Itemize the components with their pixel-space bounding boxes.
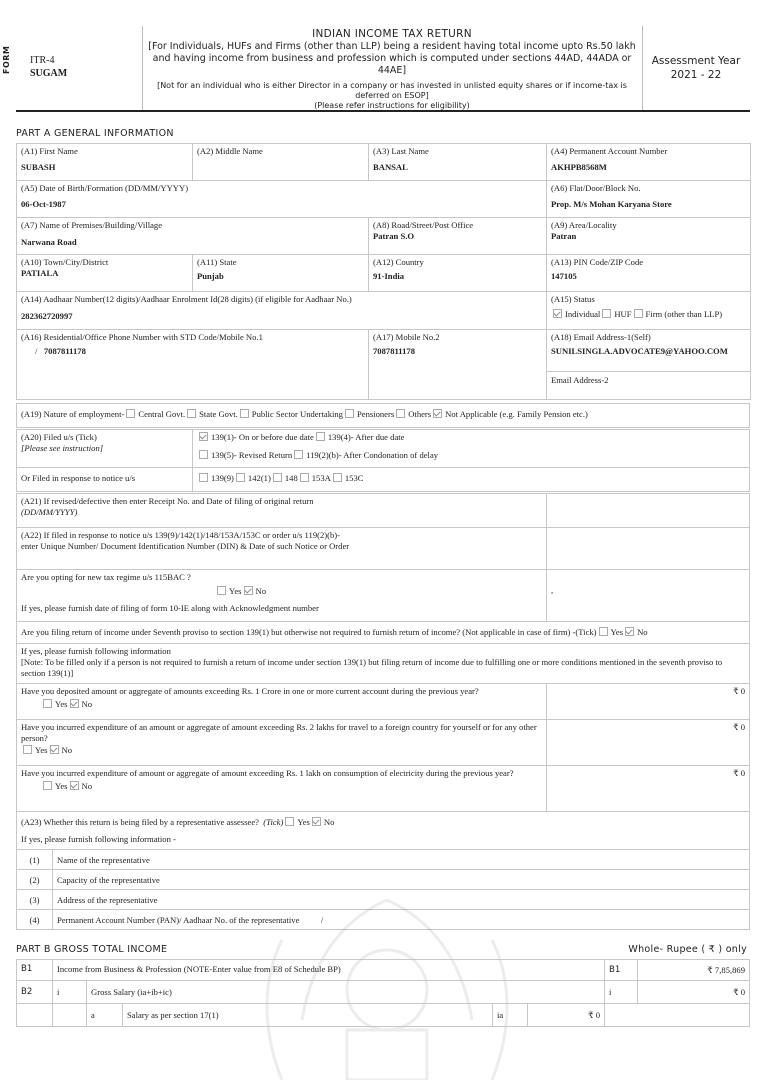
notice-label-cell xyxy=(17,468,193,492)
first-name-label: (A1) First Name xyxy=(21,146,78,156)
representative-question: (A23) Whether this return is being filed by a representative assessee? xyxy=(21,817,259,827)
dob-value[interactable]: 06-Oct-1987 xyxy=(21,199,66,209)
rep-num-2: (2) xyxy=(17,870,53,890)
pensioners-label: Pensioners xyxy=(356,409,395,419)
central-govt-label: Central Govt. xyxy=(138,409,186,419)
first-name-value[interactable]: SUBASH xyxy=(21,162,56,172)
filed-under-table xyxy=(16,429,750,492)
rep-capacity-label: Capacity of the representative xyxy=(53,870,750,890)
representative-tick: (Tick) xyxy=(263,817,284,827)
flat-value[interactable]: Prop. M/s Mohan Karyana Store xyxy=(551,199,672,209)
aadhaar-value[interactable]: 282362720997 xyxy=(21,311,73,321)
notice-139-9-checkbox[interactable] xyxy=(199,473,208,482)
a21-value-cell[interactable] xyxy=(547,494,750,528)
sec-139-1-label: 139(1)- On or before due date xyxy=(211,432,314,442)
deposit-no-label: No xyxy=(81,699,93,709)
seventh-no-label: No xyxy=(637,627,648,637)
pan-value[interactable]: AKHPB8568M xyxy=(551,162,607,172)
travel-no-label: No xyxy=(61,745,73,755)
mobile2-label: (A17) Mobile No.2 xyxy=(373,332,440,342)
representative-row xyxy=(17,812,750,850)
pensioners-checkbox[interactable] xyxy=(345,409,354,418)
sec-139-5-label: 139(5)- Revised Return xyxy=(211,450,293,460)
last-name-value[interactable]: BANSAL xyxy=(373,162,408,172)
electricity-cell xyxy=(17,766,547,812)
filed-under-label-cell xyxy=(17,430,193,468)
representative-yes-label: Yes xyxy=(297,817,310,827)
b2a-label: Salary as per section 17(1) xyxy=(123,1004,493,1027)
a21-cell xyxy=(17,494,547,528)
not-applicable-checkbox[interactable] xyxy=(433,409,442,418)
state-govt-label: State Govt. xyxy=(199,409,238,419)
travel-cell xyxy=(17,720,547,766)
b2-code: B2 xyxy=(17,981,53,1004)
notice-142-1-label: 142(1) xyxy=(247,473,271,483)
notice-148-checkbox[interactable] xyxy=(273,473,282,482)
first-name-cell xyxy=(17,144,193,181)
seventh-yes-checkbox[interactable] xyxy=(599,627,608,636)
seventh-proviso-table xyxy=(16,621,750,812)
b1-ref: B1 xyxy=(605,960,638,980)
form-code xyxy=(30,54,67,80)
notice-142-1-checkbox[interactable] xyxy=(236,473,245,482)
rep-pan-label: Permanent Account Number (PAN)/ Aadhaar No. of the representative xyxy=(57,915,300,925)
rep-pan-separator: / xyxy=(320,915,324,925)
rep-num-3: (3) xyxy=(17,890,53,910)
electricity-yes-checkbox[interactable] xyxy=(43,781,52,790)
not-applicable-label: Not Applicable (e.g. Family Pension etc.) xyxy=(445,409,588,419)
electricity-no-checkbox[interactable] xyxy=(70,781,79,790)
b2a-ref: ia xyxy=(493,1004,528,1026)
status-label: (A15) Status xyxy=(551,294,595,304)
middle-name-cell xyxy=(193,144,369,181)
road-cell xyxy=(369,218,547,255)
pan-cell xyxy=(547,144,751,181)
rep-num-1: (1) xyxy=(17,850,53,870)
area-cell xyxy=(547,218,751,255)
notice-139-9-label: 139(9) xyxy=(211,473,234,483)
rep-name-label: Name of the representative xyxy=(53,850,750,870)
b2-ref: i xyxy=(605,981,638,1003)
electricity-question: Have you incurred expenditure of amount or aggregate of amount exceeding Rs. 1 lakh on consumption of electricity during the previous year? xyxy=(21,768,514,778)
a22-cell xyxy=(17,528,547,570)
page-subtitle: [For Individuals, HUFs and Firms (other than LLP) being a resident having total income upto Rs.50 lakh and having income from business and profession which is computed under sections 44AD, 44ADA or 44AE] xyxy=(148,41,636,76)
a21-format: (DD/MM/YYYY) xyxy=(21,507,78,517)
b2a-amount[interactable]: ₹ 0 xyxy=(588,1009,601,1020)
psu-label: Public Sector Undertaking xyxy=(251,409,343,419)
representative-table xyxy=(16,811,750,930)
sec-139-5-checkbox[interactable] xyxy=(199,450,208,459)
representative-yes-checkbox[interactable] xyxy=(285,817,294,826)
b1-code: B1 xyxy=(17,960,53,981)
travel-no-checkbox[interactable] xyxy=(50,745,59,754)
b2-value-cell xyxy=(605,981,750,1004)
sec-139-1-checkbox[interactable] xyxy=(199,432,208,441)
last-name-label: (A3) Last Name xyxy=(373,146,429,156)
country-cell xyxy=(369,255,547,292)
last-name-cell xyxy=(369,144,547,181)
gross-income-table xyxy=(16,959,750,1027)
filed-under-note: [Please see instruction] xyxy=(21,443,104,453)
notice-153a-checkbox[interactable] xyxy=(300,473,309,482)
electricity-no-label: No xyxy=(81,781,93,791)
assessment-year-value: 2021 - 22 xyxy=(670,69,722,81)
notice-153c-label: 153C xyxy=(344,473,364,483)
travel-amount[interactable]: ₹ 0 xyxy=(547,720,750,766)
road-label: (A8) Road/Street/Post Office xyxy=(373,220,474,230)
form-title-block xyxy=(144,26,640,111)
pin-value[interactable]: 147105 xyxy=(551,271,577,281)
middle-name-label: (A2) Middle Name xyxy=(197,146,263,156)
town-cell xyxy=(17,255,193,292)
form-header xyxy=(2,26,750,112)
status-huf-checkbox[interactable] xyxy=(602,309,611,318)
road-value[interactable]: Patran S.O xyxy=(373,231,415,241)
town-value[interactable]: PATIALA xyxy=(21,268,59,278)
nature-employment-label: (A19) Nature of employment- xyxy=(21,409,125,419)
b1-label: Income from Business & Profession (NOTE-Enter value from E8 of Schedule BP) xyxy=(53,960,605,981)
travel-question: Have you incurred expenditure of an amount or aggregate of amount exceeding Rs. 2 lakhs for travel to a foreign country for yourself or for any other person? xyxy=(21,722,537,743)
state-govt-checkbox[interactable] xyxy=(187,409,196,418)
b2a-value-cell xyxy=(493,1004,605,1027)
flat-label: (A6) Flat/Door/Block No. xyxy=(551,183,641,193)
deposit-yes-checkbox[interactable] xyxy=(43,699,52,708)
assessment-year-label: Assessment Year xyxy=(651,55,741,67)
seventh-yes-label: Yes xyxy=(610,627,624,637)
new-regime-no-checkbox[interactable] xyxy=(244,586,253,595)
b2-label: Gross Salary (ia+ib+ic) xyxy=(87,981,605,1004)
new-regime-cell xyxy=(17,570,547,622)
a21-label: (A21) If revised/defective then enter Receipt No. and Date of filing of original return xyxy=(21,496,314,506)
seventh-no-checkbox[interactable] xyxy=(625,627,634,636)
part-b-heading: PART B GROSS TOTAL INCOME xyxy=(16,944,168,955)
filed-under-label: (A20) Filed u/s (Tick) xyxy=(21,432,97,442)
notice-label: Or Filed in response to notice u/s xyxy=(21,473,136,483)
form-word: FORM xyxy=(2,45,11,74)
mobile2-value[interactable]: 7087811178 xyxy=(373,346,416,356)
electricity-yes-label: Yes xyxy=(55,781,68,791)
deposit-yes-label: Yes xyxy=(55,699,68,709)
dob-label: (A5) Date of Birth/Formation (DD/MM/YYYY) xyxy=(21,183,189,193)
deposit-question: Have you deposited amount or aggregate of amounts exceeding Rs. 1 Crore in one or more current account during the previous year? xyxy=(21,686,479,696)
seventh-info-label: If yes, please furnish following information xyxy=(21,646,171,656)
seventh-info-note: [Note: To be filled only if a person is not required to furnish a return of income under section 139(1) but filing return of income due to fulfilling one or more conditions mentioned in the seventh proviso to section 139(1)] xyxy=(21,657,723,678)
sec-119-2b-label: 119(2)(b)- After Condonation of delay xyxy=(306,450,439,460)
form-10ie-value: , xyxy=(551,585,554,595)
others-label: Others xyxy=(408,409,432,419)
new-regime-subtext: If yes, please furnish date of filing of form 10-IE along with Acknowledgment number xyxy=(21,603,319,613)
status-cell xyxy=(547,292,751,330)
status-huf-label: HUF xyxy=(614,309,632,319)
phone-value[interactable]: 7087811178 xyxy=(43,346,86,356)
eligibility-note: [Not for an individual who is either Director in a company or has invested in unlisted equity shares or if income-tax is deferred on ESOP] xyxy=(157,81,627,100)
form-name-text: SUGAM xyxy=(30,68,68,79)
email1-value[interactable]: SUNILSINGLA.ADVOCATE9@YAHOO.COM xyxy=(551,346,728,356)
part-a-title: PART A GENERAL INFORMATION xyxy=(16,128,174,139)
deposit-no-checkbox[interactable] xyxy=(70,699,79,708)
sec-139-4-label: 139(4)- After due date xyxy=(327,432,405,442)
email2-label: Email Address-2 xyxy=(551,375,609,385)
new-regime-yes-checkbox[interactable] xyxy=(217,586,226,595)
area-label: (A9) Area/Locality xyxy=(551,220,617,230)
notice-153a-label: 153A xyxy=(311,473,331,483)
b2a-sub: a xyxy=(87,1004,123,1027)
sec-119-2b-checkbox[interactable] xyxy=(294,450,303,459)
premises-label: (A7) Name of Premises/Building/Village xyxy=(21,220,163,230)
phone-label: (A16) Residential/Office Phone Number with STD Code/Mobile No.1 xyxy=(21,332,263,342)
country-label: (A12) Country xyxy=(373,257,424,267)
b2-sub: i xyxy=(53,981,87,1004)
email-cell xyxy=(547,330,751,400)
nature-employment-table xyxy=(16,403,750,428)
travel-yes-label: Yes xyxy=(35,745,48,755)
rep-pan-cell xyxy=(53,910,750,930)
seventh-info-row xyxy=(17,644,750,684)
area-value[interactable]: Patran xyxy=(551,231,577,241)
status-individual-checkbox[interactable] xyxy=(553,309,562,318)
b2-amount[interactable]: ₹ 0 xyxy=(733,986,745,997)
new-regime-yes-label: Yes xyxy=(229,586,242,596)
seventh-proviso-row xyxy=(17,622,750,644)
pin-label: (A13) PIN Code/ZIP Code xyxy=(551,257,644,267)
form-10ie-cell[interactable] xyxy=(547,570,750,622)
nature-employment-row xyxy=(17,404,750,428)
b2a-blank-2 xyxy=(53,1004,87,1027)
revised-return-table xyxy=(16,493,750,622)
b1-amount[interactable]: ₹ 7,85,869 xyxy=(707,964,745,975)
new-regime-no-label: No xyxy=(255,586,267,596)
premises-cell xyxy=(17,218,369,255)
representative-no-checkbox[interactable] xyxy=(312,817,321,826)
central-govt-checkbox[interactable] xyxy=(126,409,135,418)
mobile2-cell xyxy=(369,330,547,400)
travel-yes-checkbox[interactable] xyxy=(23,745,32,754)
deposit-amount[interactable]: ₹ 0 xyxy=(547,684,750,720)
form-code-text: ITR-4 xyxy=(30,55,55,66)
sec-139-4-checkbox[interactable] xyxy=(316,432,325,441)
b2a-blank-3 xyxy=(605,1004,750,1027)
pan-label: (A4) Permanent Account Number xyxy=(551,146,668,156)
state-label: (A11) State xyxy=(197,257,237,267)
others-checkbox[interactable] xyxy=(396,409,405,418)
part-b-title xyxy=(16,944,750,955)
representative-no-label: No xyxy=(323,817,335,827)
notice-153c-checkbox[interactable] xyxy=(333,473,342,482)
pin-cell xyxy=(547,255,751,292)
electricity-amount[interactable]: ₹ 0 xyxy=(547,766,750,812)
aadhaar-label: (A14) Aadhaar Number(12 digits)/Aadhaar Enrolment Id(28 digits) (if eligible for Aadhaar No.) xyxy=(21,294,352,304)
town-label: (A10) Town/City/District xyxy=(21,257,109,267)
status-individual-label: Individual xyxy=(565,309,601,319)
a22-value-cell[interactable] xyxy=(547,528,750,570)
notice-148-label: 148 xyxy=(284,473,298,483)
page-title: INDIAN INCOME TAX RETURN xyxy=(312,28,472,40)
deposit-cell xyxy=(17,684,547,720)
premises-value[interactable]: Narwana Road xyxy=(21,237,77,247)
status-firm-checkbox[interactable] xyxy=(634,309,643,318)
phone-cell xyxy=(17,330,369,400)
rep-num-4: (4) xyxy=(17,910,53,930)
state-cell xyxy=(193,255,369,292)
state-value[interactable]: Punjab xyxy=(197,271,224,281)
whole-rupee-note: Whole- Rupee ( ₹ ) only xyxy=(628,944,747,955)
flat-cell xyxy=(547,181,751,218)
instructions-note: (Please refer instructions for eligibility) xyxy=(314,101,470,110)
b1-value-cell xyxy=(605,960,750,981)
seventh-proviso-question: Are you filing return of income under Seventh proviso to section 139(1) but otherwise not required to furnish return of income? (Not applicable in case of firm) -(Tick) xyxy=(21,627,597,637)
country-value[interactable]: 91-India xyxy=(373,271,405,281)
b2a-blank-1 xyxy=(17,1004,53,1027)
filed-under-options xyxy=(193,430,750,468)
representative-subtext: If yes, please furnish following information - xyxy=(21,834,176,844)
status-firm-label: Firm (other than LLP) xyxy=(645,309,723,319)
a22-label: (A22) If filed in response to notice u/s 139(9)/142(1)/148/153A/153C or order u/s 119(2)(b)- enter Unique Number/ Document Identification Number (DIN) & Date of such Notice or Order xyxy=(21,530,350,551)
email1-label: (A18) Email Address-1(Self) xyxy=(551,332,651,342)
new-regime-question: Are you opting for new tax regime u/s 115BAC ? xyxy=(21,572,191,582)
rep-address-label: Address of the representative xyxy=(53,890,750,910)
notice-options xyxy=(193,468,750,492)
phone-std-prefix: / xyxy=(35,346,38,356)
general-info-table xyxy=(16,143,751,400)
dob-cell xyxy=(17,181,547,218)
psu-checkbox[interactable] xyxy=(240,409,249,418)
aadhaar-cell xyxy=(17,292,547,330)
assessment-year xyxy=(642,54,750,82)
